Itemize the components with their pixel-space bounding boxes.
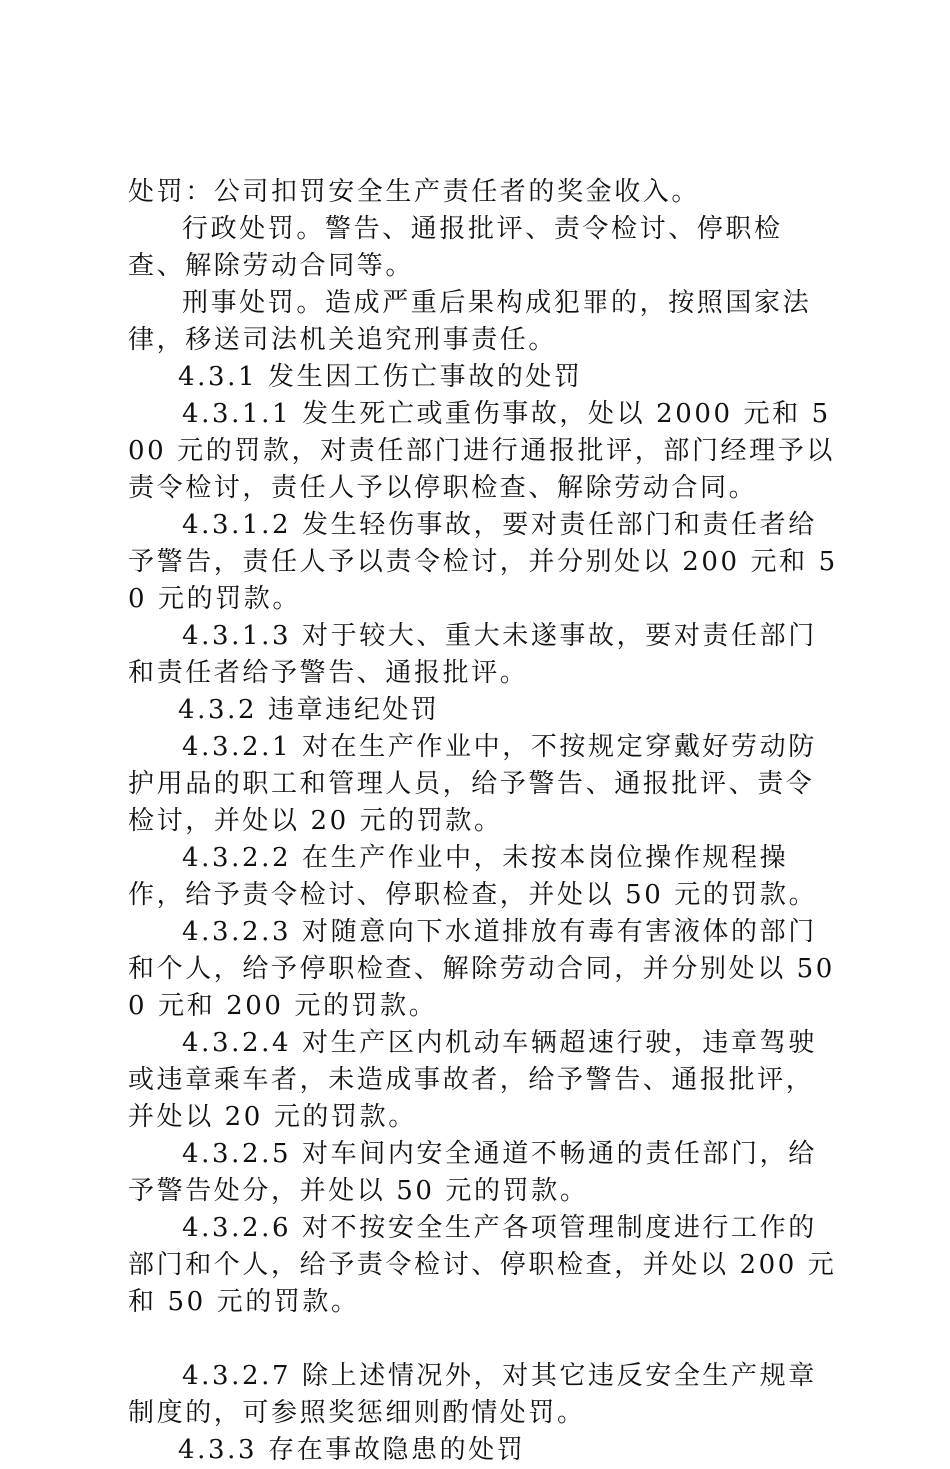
clause-4-3-2-2: 4.3.2.2 在生产作业中，未按本岗位操作规程操作，给予责令检讨、停职检查，并处以 50 元的罚款。: [128, 843, 818, 910]
clause-4-3-2-5: 4.3.2.5 对车间内安全通道不畅通的责任部门，给予警告处分，并处以 50 元的罚款。: [128, 1139, 817, 1206]
clause-4-3-1-2: 4.3.1.2 发生轻伤事故，要对责任部门和责任者给予警告，责任人予以责令检讨，并分别处以 200 元和 50 元的罚款。: [128, 510, 838, 614]
blank-line: [128, 1321, 838, 1358]
clause-4-3-1-3: 4.3.1.3 对于较大、重大未遂事故，要对责任部门和责任者给予警告、通报批评。: [128, 621, 817, 688]
paragraph-penalty-bonus: 处罚：公司扣罚安全生产责任者的奖金收入。: [128, 177, 701, 207]
paragraph-administrative-penalty: 行政处罚。警告、通报批评、责令检讨、停职检查、解除劳动合同等。: [128, 214, 783, 281]
clause-4-3-2-3: 4.3.2.3 对随意向下水道排放有毒有害液体的部门和个人，给予停职检查、解除劳动合同，并分别处以 500 元和 200 元的罚款。: [128, 917, 835, 1021]
clause-4-3-2-1: 4.3.2.1 对在生产作业中，不按规定穿戴好劳动防护用品的职工和管理人员，给予警告、通报批评、责令检讨，并处以 20 元的罚款。: [128, 732, 817, 836]
clause-4-3-2-7: 4.3.2.7 除上述情况外，对其它违反安全生产规章制度的，可参照奖惩细则酌情处罚。: [128, 1361, 817, 1428]
paragraph-criminal-penalty: 刑事处罚。造成严重后果构成犯罪的，按照国家法律，移送司法机关追究刑事责任。: [128, 288, 812, 355]
document-body: [128, 174, 838, 1469]
section-heading-4-3-3: 4.3.3 存在事故隐患的处罚: [178, 1435, 526, 1465]
clause-4-3-2-6: 4.3.2.6 对不按安全生产各项管理制度进行工作的部门和个人，给予责令检讨、停职检查，并处以 200 元和 50 元的罚款。: [128, 1213, 837, 1317]
section-heading-4-3-1: 4.3.1 发生因工伤亡事故的处罚: [178, 362, 583, 392]
clause-4-3-1-1: 4.3.1.1 发生死亡或重伤事故，处以 2000 元和 500 元的罚款，对责任部门进行通报批评，部门经理予以责令检讨，责任人予以停职检查、解除劳动合同。: [128, 399, 835, 503]
clause-4-3-2-4: 4.3.2.4 对生产区内机动车辆超速行驶，违章驾驶或违章乘车者，未造成事故者，给予警告、通报批评，并处以 20 元的罚款。: [128, 1028, 817, 1132]
section-heading-4-3-2: 4.3.2 违章违纪处罚: [178, 695, 440, 725]
